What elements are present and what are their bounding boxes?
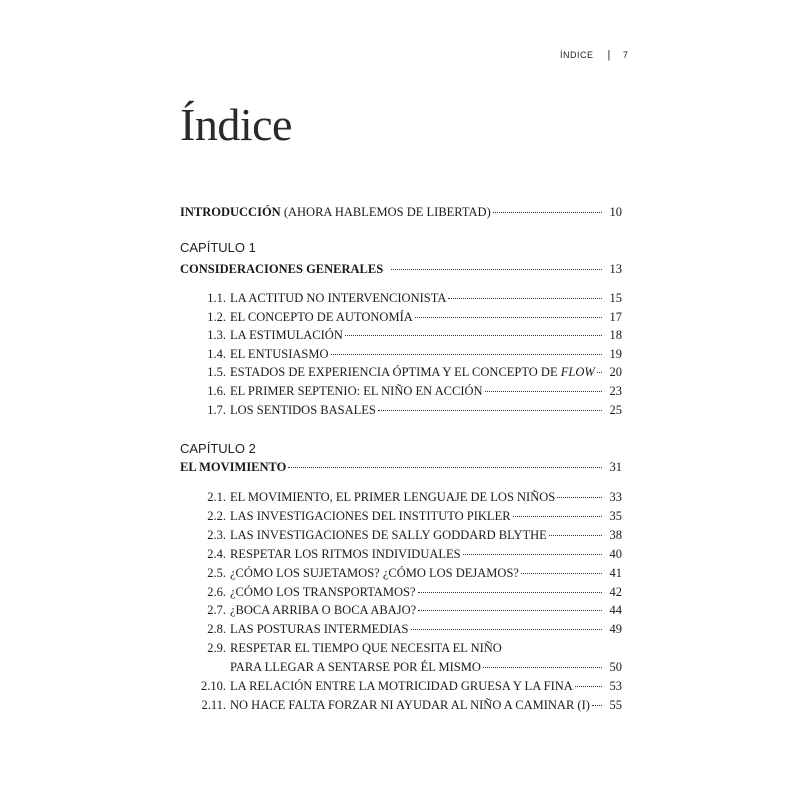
leader-dots bbox=[592, 705, 602, 706]
chapter-2-label: CAPÍTULO 2 bbox=[180, 441, 256, 456]
running-head-page-number: 7 bbox=[622, 50, 629, 60]
toc-entry-row[interactable] bbox=[180, 289, 622, 307]
toc-entry-title: ESTADOS DE EXPERIENCIA ÓPTIMA Y EL CONCEPTO DE bbox=[230, 365, 561, 380]
toc-entry-text bbox=[230, 401, 376, 419]
leader-dots bbox=[378, 410, 602, 411]
toc-entry-title: LAS POSTURAS INTERMEDIAS bbox=[230, 622, 409, 637]
toc-entry-page: 50 bbox=[609, 660, 622, 675]
leader-dots bbox=[463, 554, 602, 555]
toc-entry-number: 2.11. bbox=[201, 697, 226, 712]
leader-dots bbox=[597, 372, 602, 373]
toc-entry-page: 17 bbox=[609, 309, 622, 324]
toc-entry-number: 1.7. bbox=[207, 402, 226, 417]
toc-entry-number: 2.3. bbox=[207, 527, 226, 542]
toc-intro-row[interactable] bbox=[180, 203, 622, 221]
toc-entry-text-continued: PARA LLEGAR A SENTARSE POR ÉL MISMO bbox=[230, 660, 481, 675]
leader-dots bbox=[415, 317, 602, 318]
page-title: Índice bbox=[180, 99, 292, 150]
toc-entry-title: ¿CÓMO LOS TRANSPORTAMOS? bbox=[230, 584, 416, 599]
chapter-1-page: 13 bbox=[609, 262, 622, 276]
toc-entry-row[interactable] bbox=[180, 507, 622, 525]
running-head bbox=[560, 50, 628, 60]
toc-entry-page: 18 bbox=[609, 328, 622, 343]
toc-entry-number: 2.4. bbox=[207, 546, 226, 561]
toc-entry-row-continuation[interactable] bbox=[180, 658, 622, 676]
toc-entry-text bbox=[230, 507, 511, 525]
chapter-2-title-row[interactable] bbox=[180, 458, 622, 476]
leader-dots bbox=[521, 573, 602, 574]
toc-entry-title: EL PRIMER SEPTENIO: EL NIÑO EN ACCIÓN bbox=[230, 384, 483, 398]
toc-entry-page: 19 bbox=[609, 346, 622, 361]
chapter-1-title-row[interactable] bbox=[180, 260, 622, 278]
toc-entry-row[interactable] bbox=[180, 308, 622, 326]
toc-entry-page: 25 bbox=[609, 402, 622, 417]
toc-entry-row[interactable] bbox=[180, 382, 622, 400]
toc-entry-row[interactable] bbox=[180, 345, 622, 363]
toc-entry-row[interactable] bbox=[180, 583, 622, 601]
toc-entry-title: ¿BOCA ARRIBA O BOCA ABAJO? bbox=[230, 603, 417, 618]
toc-entry-title: LAS INVESTIGACIONES DE SALLY GODDARD BLYTHE bbox=[230, 527, 547, 542]
toc-entry-row[interactable] bbox=[180, 639, 622, 657]
chapter-1-title: CONSIDERACIONES GENERALES bbox=[180, 262, 384, 276]
leader-dots bbox=[575, 686, 602, 687]
toc-entry-page: 23 bbox=[609, 384, 622, 398]
toc-entry-row[interactable] bbox=[180, 545, 622, 563]
toc-entry-title: EL ENTUSIASMO bbox=[230, 346, 329, 361]
toc-entry-title: LA ACTITUD NO INTERVENCIONISTA bbox=[230, 291, 447, 305]
toc-entry-title: EL CONCEPTO DE AUTONOMÍA bbox=[230, 309, 413, 324]
toc-entry-title: LA ESTIMULACIÓN bbox=[230, 328, 343, 343]
toc-entry-number: 2.5. bbox=[207, 565, 226, 580]
leader-dots bbox=[557, 497, 602, 498]
toc-entry-page: 42 bbox=[609, 584, 622, 599]
running-head-separator: | bbox=[607, 48, 611, 61]
toc-intro-text bbox=[180, 203, 491, 221]
toc-entry-row[interactable] bbox=[180, 326, 622, 344]
toc-entry-number: 1.2. bbox=[207, 309, 226, 324]
leader-dots bbox=[288, 467, 602, 468]
toc-entry-title: NO HACE FALTA FORZAR NI AYUDAR AL NIÑO A CAMINAR (I) bbox=[230, 697, 590, 712]
toc-entry-italic-term: FLOW bbox=[560, 365, 595, 380]
toc-entry-page: 33 bbox=[609, 490, 622, 504]
toc-entry-title: LAS INVESTIGACIONES DEL INSTITUTO PIKLER bbox=[230, 508, 511, 523]
toc-intro-label: INTRODUCCIÓN bbox=[180, 205, 281, 219]
toc-intro-page: 10 bbox=[609, 205, 622, 219]
toc-entry-title: ¿CÓMO LOS SUJETAMOS? ¿CÓMO LOS DEJAMOS? bbox=[230, 565, 519, 580]
toc-intro-subtitle: (AHORA HABLEMOS DE LIBERTAD) bbox=[280, 205, 491, 219]
chapter-2-title: EL MOVIMIENTO bbox=[180, 460, 287, 474]
toc-entry-text bbox=[230, 545, 461, 563]
toc-entry-page: 40 bbox=[609, 546, 622, 561]
toc-entry-number: 1.4. bbox=[207, 346, 226, 361]
toc-entry-number: 2.9. bbox=[207, 641, 226, 656]
toc-entry-text bbox=[230, 677, 573, 695]
leader-dots bbox=[391, 269, 602, 270]
toc-entry-text: RESPETAR EL TIEMPO QUE NECESITA EL NIÑO bbox=[230, 641, 502, 656]
leader-dots bbox=[483, 667, 602, 668]
chapter-2-page: 31 bbox=[609, 460, 622, 474]
toc-entry-row[interactable] bbox=[180, 677, 622, 695]
toc-entry-row[interactable] bbox=[180, 696, 622, 714]
toc-entry-page: 53 bbox=[609, 679, 622, 693]
toc-entry-number: 2.2. bbox=[207, 508, 226, 523]
toc-entry-page: 15 bbox=[609, 291, 622, 305]
toc-entry-text bbox=[230, 363, 595, 381]
toc-entry-text bbox=[230, 289, 446, 307]
toc-entry-row[interactable] bbox=[180, 564, 622, 582]
toc-entry-text bbox=[230, 583, 416, 601]
toc-entry-page: 55 bbox=[609, 697, 622, 712]
toc-entry-number: 1.3. bbox=[207, 328, 226, 343]
toc-entry-page: 41 bbox=[609, 565, 622, 580]
toc-entry-page: 44 bbox=[609, 603, 622, 618]
toc-entry-row[interactable] bbox=[180, 620, 622, 638]
leader-dots bbox=[485, 391, 602, 392]
toc-entry-row[interactable] bbox=[180, 488, 622, 506]
leader-dots bbox=[418, 610, 602, 611]
toc-entry-number: 1.5. bbox=[207, 365, 226, 380]
toc-entry-row[interactable] bbox=[180, 601, 622, 619]
leader-dots bbox=[345, 335, 602, 336]
toc-entry-text bbox=[230, 620, 409, 638]
leader-dots bbox=[411, 629, 603, 630]
toc-entry-page: 38 bbox=[609, 527, 622, 542]
toc-entry-text bbox=[230, 326, 343, 344]
toc-entry-page: 20 bbox=[609, 365, 622, 380]
toc-entry-text bbox=[230, 345, 329, 363]
toc-entry-row[interactable] bbox=[180, 526, 622, 544]
toc-entry-text bbox=[230, 526, 547, 544]
toc-entry-number: 2.8. bbox=[207, 622, 226, 637]
toc-entry-number: 2.1. bbox=[207, 490, 226, 504]
leader-dots bbox=[418, 592, 602, 593]
toc-entry-text bbox=[230, 488, 555, 506]
running-head-section: ÍNDICE bbox=[560, 50, 594, 60]
toc-entry-page: 35 bbox=[609, 508, 622, 523]
toc-entry-number: 2.7. bbox=[207, 603, 226, 618]
toc-entry-title: LA RELACIÓN ENTRE LA MOTRICIDAD GRUESA Y LA FINA bbox=[230, 679, 573, 693]
toc-entry-title: RESPETAR LOS RITMOS INDIVIDUALES bbox=[230, 546, 461, 561]
leader-dots bbox=[549, 535, 602, 536]
toc-entry-number: 2.10. bbox=[201, 679, 226, 693]
toc-entry-text bbox=[230, 601, 416, 619]
toc-entry-text bbox=[230, 696, 590, 714]
toc-entry-page: 49 bbox=[609, 622, 622, 637]
toc-entry-number: 1.1. bbox=[207, 291, 226, 305]
leader-dots bbox=[331, 354, 603, 355]
toc-entry-text bbox=[230, 564, 519, 582]
toc-entry-title: EL MOVIMIENTO, EL PRIMER LENGUAJE DE LOS NIÑOS bbox=[230, 490, 556, 504]
chapter-1-label: CAPÍTULO 1 bbox=[180, 240, 256, 255]
toc-entry-number: 1.6. bbox=[207, 384, 226, 398]
toc-entry-number: 2.6. bbox=[207, 584, 226, 599]
toc-entry-row[interactable] bbox=[180, 363, 622, 381]
toc-entry-title: LOS SENTIDOS BASALES bbox=[230, 402, 376, 417]
leader-dots bbox=[493, 212, 602, 213]
toc-entry-text bbox=[230, 382, 483, 400]
toc-entry-row[interactable] bbox=[180, 401, 622, 419]
toc-entry-text bbox=[230, 308, 413, 326]
leader-dots bbox=[448, 298, 602, 299]
leader-dots bbox=[513, 516, 602, 517]
